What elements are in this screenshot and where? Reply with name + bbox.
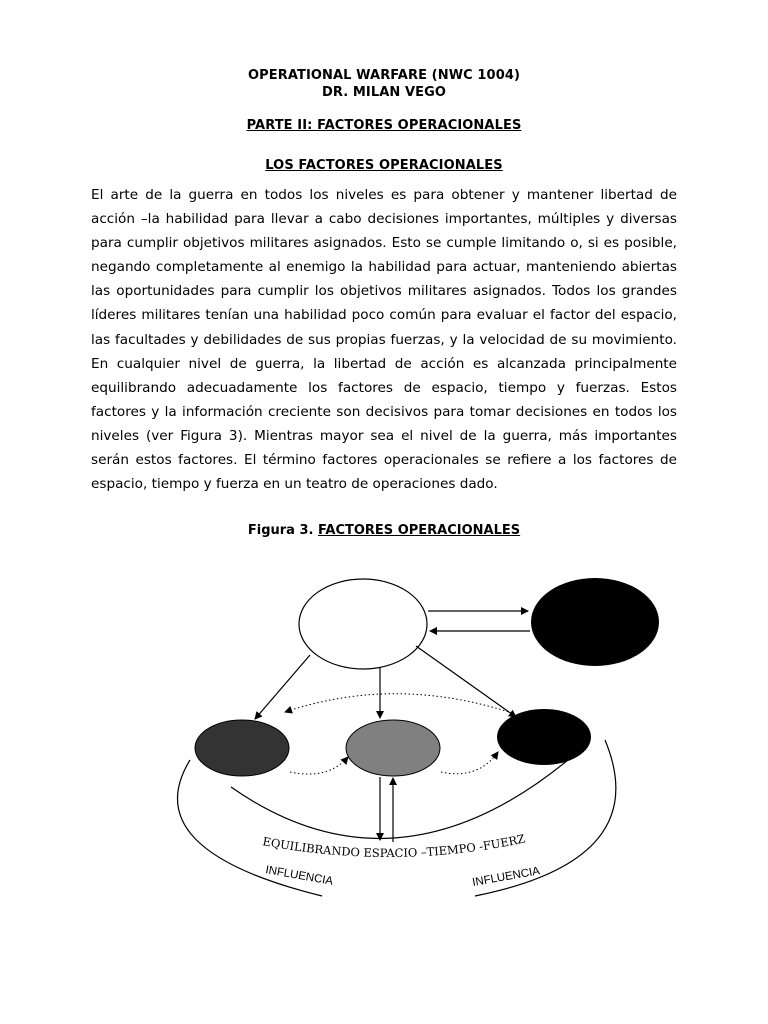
body-paragraph: El arte de la guerra en todos los niveles es para obtener y mantener libertad de acción –la habilidad para llevar a cabo decisiones importantes, múltiples y diversas para cumplir objetivos militares asignados. Esto se cumple limitando o, si es posible, negando completamente al enemigo la habilidad para actuar, manteniendo abiertas las oportunidades para cumplir los objetivos militares asignados. Todos los grandes líderes militares tenían una habilidad poco común para evaluar el factor del espacio, las facultades y debilidades de sus propias fuerzas, y la velocidad de su movimiento. En cualquier nivel de guerra, la libertad de acción es alcanzada principalmente equilibrando adecuadamente los factores de espacio, tiempo y fuerzas. Estos factores y la información creciente son decisivos para tomar decisiones en todos los niveles (ver Figura 3). Mientras mayor sea el nivel de la guerra, más importantes serán estos factores. El término factores operacionales se refiere a los factores de espacio, tiempo y fuerza en un teatro de operaciones dado. [91, 187, 677, 493]
part-title: PARTE II: FACTORES OPERACIONALES [246, 118, 522, 133]
figure-caption [0, 523, 768, 538]
document-author: DR. MILAN VEGO [321, 85, 447, 100]
arrow-top-to-left [255, 655, 310, 719]
left-node [195, 720, 289, 776]
dotted-arc-lower [290, 757, 348, 774]
figure-label: Figura 3. [247, 523, 314, 538]
section-title: LOS FACTORES OPERACIONALES [265, 158, 503, 173]
top-node [299, 579, 427, 669]
dotted-arc-lower-right [441, 752, 498, 774]
balance-label: EQUILIBRANDO ESPACIO –TIEMPO -FUERZ [261, 831, 527, 861]
arrow-top-to-right-lower [416, 646, 516, 717]
center-node [346, 720, 440, 776]
figure-title: FACTORES OPERACIONALES [318, 523, 521, 538]
right-lower-node [497, 709, 591, 765]
dotted-arc-top [285, 694, 512, 713]
right-node [531, 578, 659, 666]
operational-factors-diagram [0, 540, 768, 910]
document-course-title: OPERATIONAL WARFARE (NWC 1004) [247, 68, 521, 83]
influence-label-right: INFLUENCIA [471, 865, 541, 889]
influence-label-left: INFLUENCIA [264, 864, 334, 888]
